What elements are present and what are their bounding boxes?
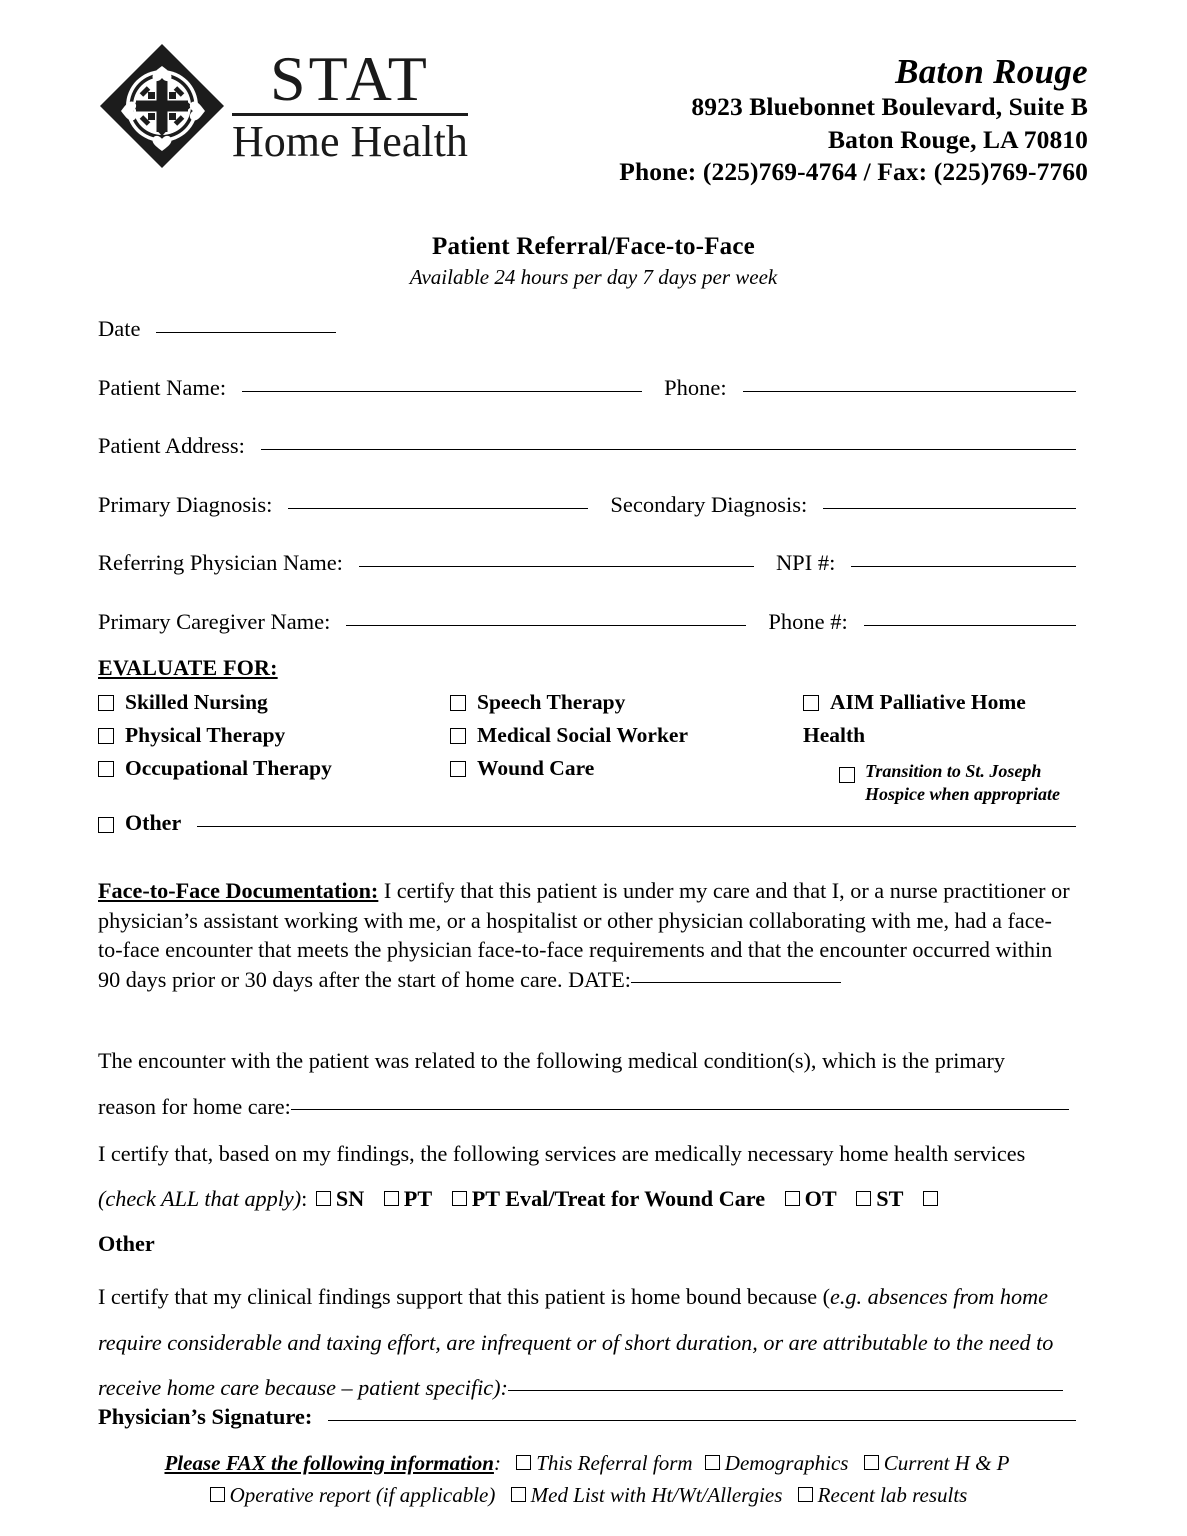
checkbox-icon-pt[interactable] [384, 1191, 399, 1206]
checkbox-icon-pt-eval[interactable] [452, 1191, 467, 1206]
checkbox-icon-demographics[interactable] [705, 1455, 720, 1470]
checkbox-icon[interactable] [98, 761, 114, 777]
checkbox-label: Wound Care [477, 756, 595, 780]
fax-item-label: Operative report (if applicable) [229, 1482, 496, 1507]
diamond-cross-emblem-icon [98, 42, 226, 170]
checkbox-label: Occupational Therapy [125, 756, 332, 780]
company-logo [98, 42, 468, 170]
field-row-referring-physician [98, 552, 1076, 575]
checkbox-icon-referral-form[interactable] [516, 1455, 531, 1470]
secondary-diagnosis-label: Secondary Diagnosis: [610, 491, 808, 517]
checkbox-label: Other [125, 810, 182, 835]
page-title: Patient Referral/Face-to-Face [432, 233, 755, 260]
service-label-sn: SN [335, 1185, 365, 1211]
physician-signature-row [98, 1404, 1076, 1430]
checkbox-icon-other-service[interactable] [923, 1191, 938, 1206]
fax-item-label: Recent lab results [817, 1482, 968, 1507]
logo-word-stat: STAT [232, 48, 468, 116]
fax-instructions-footer [98, 1448, 1076, 1511]
face-to-face-documentation-block [98, 876, 1076, 994]
service-label-pt: PT [403, 1185, 433, 1211]
encounter-line-2-wrap [98, 1084, 1076, 1130]
evaluate-column-3 [803, 686, 1093, 806]
field-row-patient-name [98, 374, 1076, 400]
checkbox-label: AIM Palliative Home [830, 690, 1026, 714]
face-to-face-date-input-line[interactable] [631, 981, 841, 983]
field-row-date [98, 318, 1076, 341]
page-subtitle: Available 24 hours per day 7 days per week [409, 265, 778, 289]
services-options-row [98, 1177, 1076, 1222]
homebound-colon: : [500, 1375, 508, 1401]
checkbox-label: Medical Social Worker [477, 723, 688, 747]
checkbox-icon[interactable] [450, 728, 466, 744]
homebound-italic-detail: e.g. absences from home require considerable and taxing effort, are infrequent or of short duration, or are attributable to the need to receive home care because – patient specific) [98, 1284, 1054, 1401]
primary-caregiver-input-line[interactable] [346, 624, 746, 626]
services-certification-block [98, 1132, 1076, 1267]
page-header [98, 42, 1088, 197]
checkbox-icon[interactable] [450, 695, 466, 711]
checkbox-transition-hospice[interactable] [839, 760, 1093, 806]
homebound-lead: I certify that my clinical findings support that this patient is home bound because ( [98, 1284, 831, 1309]
encounter-condition-block [98, 1038, 1076, 1129]
fax-lead-label: Please FAX the following information [164, 1451, 494, 1475]
physician-signature-input-line[interactable] [328, 1419, 1076, 1421]
physician-signature-label: Physician’s Signature: [98, 1404, 313, 1429]
evaluate-for-heading: EVALUATE FOR: [98, 655, 278, 680]
patient-address-input-line[interactable] [261, 448, 1076, 450]
encounter-reason-input-line[interactable] [291, 1108, 1069, 1110]
date-label: Date [98, 316, 141, 341]
checkbox-medical-social-worker[interactable] [450, 719, 790, 752]
checkbox-wound-care[interactable] [450, 752, 790, 785]
document-title-block [0, 232, 1187, 290]
other-evaluate-input-line[interactable] [197, 825, 1076, 827]
branch-address-block [619, 52, 1088, 189]
address-line-1: 8923 Bluebonnet Boulevard, Suite B [691, 92, 1088, 122]
phone-fax-line: Phone: (225)769-4764 / Fax: (225)769-7760 [619, 157, 1088, 187]
npi-label: NPI #: [775, 550, 836, 575]
checkbox-speech-therapy[interactable] [450, 686, 790, 719]
evaluate-column-1 [98, 686, 448, 785]
npi-input-line[interactable] [851, 565, 1076, 567]
branch-name: Baton Rouge [895, 52, 1088, 91]
checkbox-label-continuation: Health [803, 723, 866, 747]
checkbox-icon-ot[interactable] [785, 1191, 800, 1206]
fax-item-label: Demographics [724, 1451, 849, 1475]
encounter-line-1: The encounter with the patient was related to the following medical condition(s), which is the primary [98, 1048, 1005, 1073]
colon: : [493, 1451, 501, 1475]
fax-item-label: Current H & P [883, 1451, 1010, 1475]
evaluate-column-2 [450, 686, 790, 785]
service-label-ot: OT [804, 1185, 837, 1211]
checkbox-occupational-therapy[interactable] [98, 752, 448, 785]
phone-label: Phone: [664, 374, 727, 400]
service-label-pt-eval: PT Eval/Treat for Wound Care [471, 1185, 766, 1211]
date-input-line[interactable] [156, 331, 336, 333]
patient-address-label: Patient Address: [98, 433, 245, 458]
fax-item-label: Med List with Ht/Wt/Allergies [530, 1482, 783, 1507]
checkbox-icon[interactable] [450, 761, 466, 777]
patient-info-fields [98, 318, 1076, 633]
logo-word-home-health: Home Health [232, 116, 468, 166]
checkbox-icon[interactable] [98, 695, 114, 711]
logo-wordmark [232, 43, 468, 166]
secondary-diagnosis-input-line[interactable] [823, 507, 1076, 509]
phone-input-line[interactable] [743, 390, 1076, 392]
checkbox-icon-operative-report[interactable] [210, 1487, 225, 1502]
checkbox-icon[interactable] [803, 695, 819, 711]
checkbox-icon[interactable] [839, 767, 855, 783]
checkbox-icon-med-list[interactable] [511, 1487, 526, 1502]
checkbox-icon-recent-lab-results[interactable] [798, 1487, 813, 1502]
face-to-face-body: I certify that this patient is under my care and that I, or a nurse practitioner or physician’s assistant working with me, or a hospitalist or other physician collaborating with me, had a face-to-face encounter that meets the physician face-to-face requirements and that the encounter occurred within 90 days prior or 30 days after the start of home care. [98, 878, 1070, 992]
checkbox-label: Skilled Nursing [125, 690, 268, 714]
fax-item-label: This Referral form [536, 1451, 693, 1475]
service-label-st: ST [876, 1185, 904, 1211]
service-label-other: Other [98, 1230, 155, 1256]
checkbox-skilled-nursing[interactable] [98, 686, 448, 719]
fax-footer-row-1 [98, 1448, 1076, 1480]
checkbox-physical-therapy[interactable] [98, 719, 448, 752]
patient-name-input-line[interactable] [242, 390, 642, 392]
encounter-line-2-label: reason for home care: [98, 1093, 291, 1119]
field-row-primary-caregiver [98, 608, 1076, 634]
checkbox-label: Speech Therapy [477, 690, 626, 714]
face-to-face-heading: Face-to-Face Documentation: [98, 878, 379, 903]
checkbox-other-evaluate[interactable] [98, 810, 1076, 836]
primary-caregiver-label: Primary Caregiver Name: [98, 608, 331, 634]
checkbox-icon[interactable] [98, 817, 114, 833]
face-to-face-date-label: DATE: [568, 966, 631, 992]
referring-physician-input-line[interactable] [359, 565, 754, 567]
checkbox-label: Physical Therapy [125, 723, 286, 747]
checkbox-icon[interactable] [98, 728, 114, 744]
address-line-2: Baton Rouge, LA 70810 [828, 124, 1088, 154]
colon: : [301, 1185, 308, 1211]
caregiver-phone-label: Phone #: [768, 608, 848, 634]
caregiver-phone-input-line[interactable] [864, 624, 1076, 626]
homebound-reason-input-line[interactable] [508, 1389, 1063, 1391]
primary-diagnosis-label: Primary Diagnosis: [98, 491, 273, 517]
checkbox-aim-palliative-home-health[interactable] [803, 686, 1093, 719]
services-intro: I certify that, based on my findings, the following services are medically necessary home health services [98, 1141, 1026, 1166]
aim-palliative-label-wrap [803, 719, 1093, 752]
referring-physician-label: Referring Physician Name: [98, 550, 343, 575]
checkbox-label: Transition to St. Joseph Hospice when appropriate [865, 761, 1061, 804]
checkbox-icon-st[interactable] [856, 1191, 871, 1206]
fax-footer-row-2 [98, 1480, 1076, 1512]
field-row-diagnosis [98, 491, 1076, 517]
checkbox-icon-current-hp[interactable] [864, 1455, 879, 1470]
homebound-certification-block [98, 1274, 1076, 1411]
field-row-patient-address [98, 435, 1076, 458]
primary-diagnosis-input-line[interactable] [288, 507, 588, 509]
checkbox-icon-sn[interactable] [316, 1191, 331, 1206]
check-all-that-apply-label: (check ALL that apply) [98, 1185, 302, 1211]
patient-name-label: Patient Name: [98, 374, 227, 400]
